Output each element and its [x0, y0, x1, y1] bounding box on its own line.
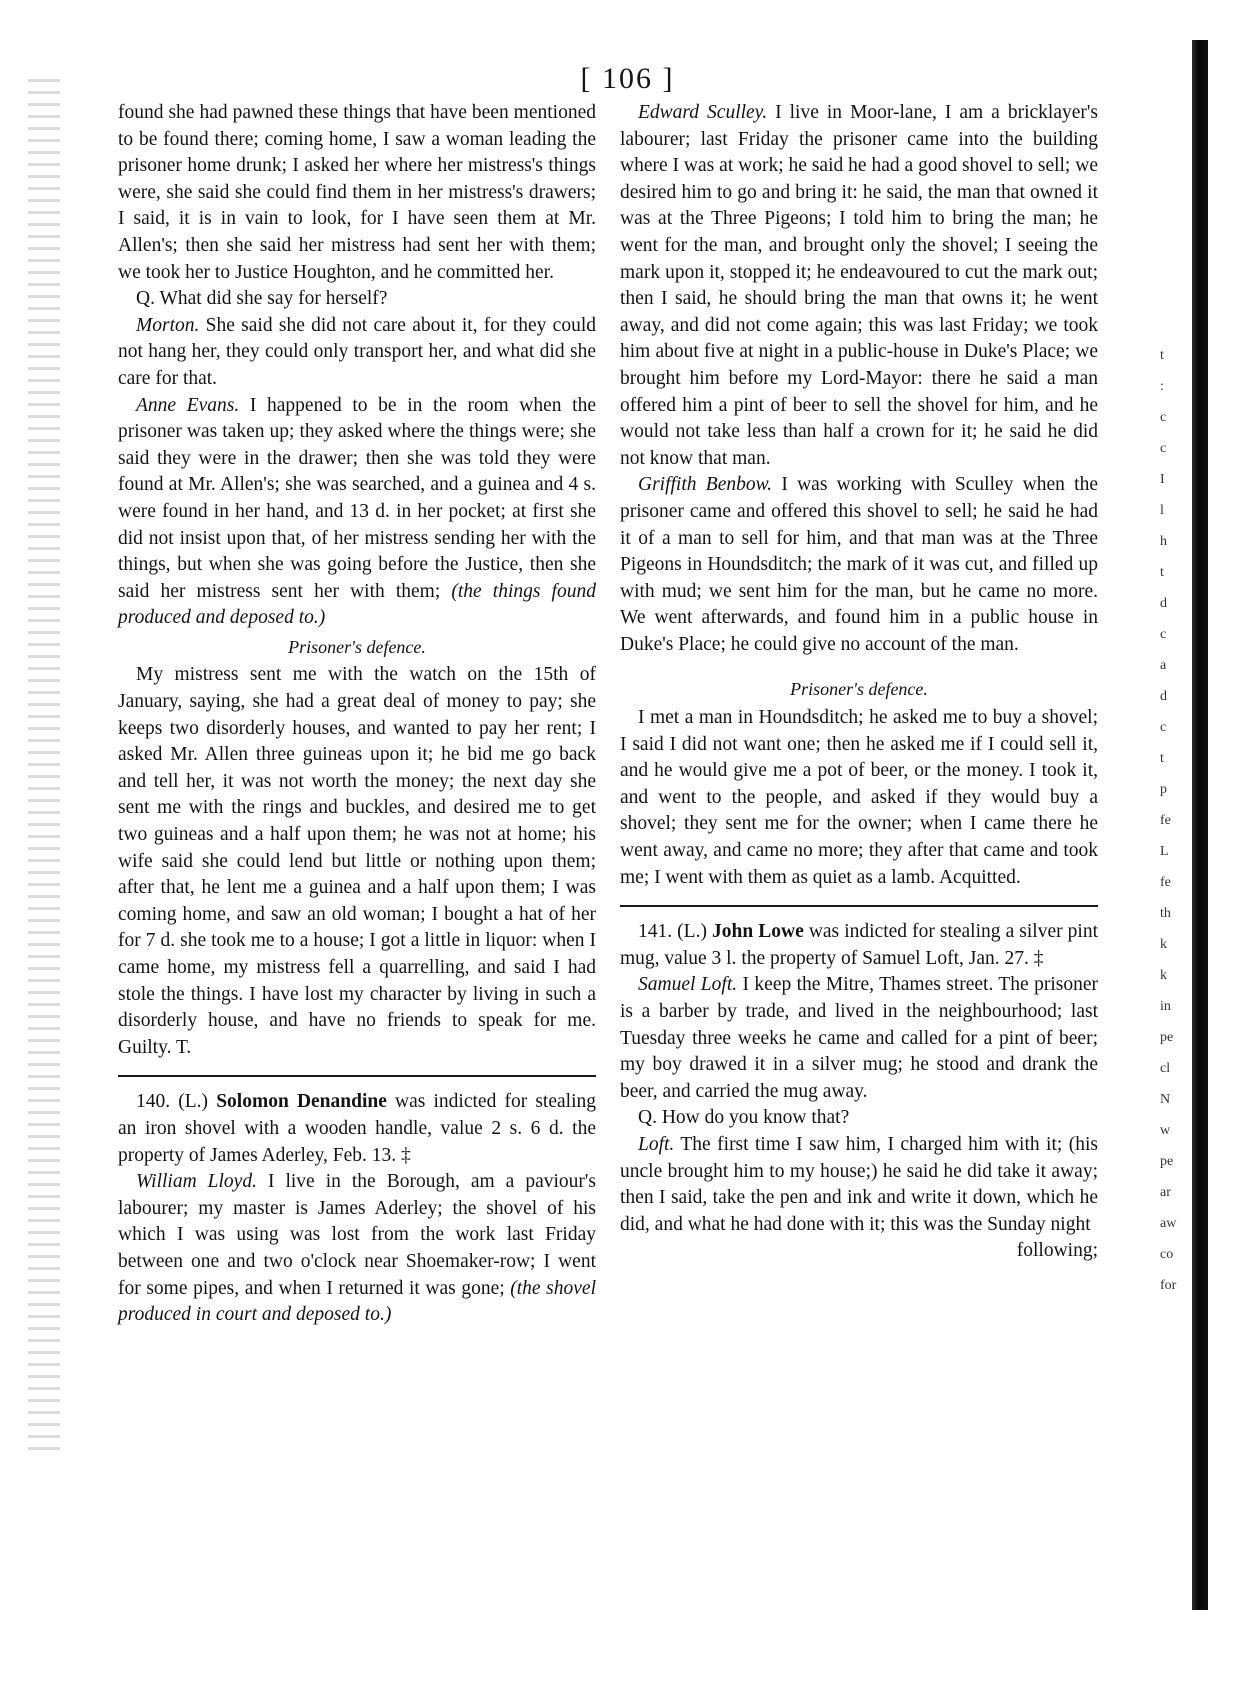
- neighbor-fragment: h: [1160, 534, 1167, 549]
- neighbor-fragment: cl: [1160, 1061, 1171, 1076]
- neighbor-fragment: d: [1160, 689, 1167, 704]
- neighbor-fragment: c: [1160, 627, 1167, 642]
- testimony: [620, 100, 1098, 472]
- testimony: [118, 1169, 596, 1329]
- speaker: William Lloyd.: [136, 1171, 257, 1193]
- speaker: Samuel Loft.: [638, 974, 738, 996]
- testimony: [620, 472, 1098, 658]
- testimony: [620, 972, 1098, 1105]
- neighbor-fragment: fe: [1160, 813, 1171, 828]
- testimony: [620, 1132, 1098, 1238]
- speaker: Morton.: [136, 314, 200, 336]
- neighbor-fragment: d: [1160, 596, 1167, 611]
- speaker: Loft.: [638, 1133, 675, 1155]
- section-heading: Prisoner's defence.: [288, 636, 426, 657]
- testimony-text: She said she did not care about it, for they could not hang her, they could only transport her, and what did she care for that.: [118, 314, 596, 389]
- page-number: [ 106 ]: [580, 62, 675, 95]
- neighbor-fragment: c: [1160, 410, 1167, 425]
- neighbor-fragment: aw: [1160, 1216, 1177, 1231]
- neighbor-fragment: I: [1160, 472, 1165, 487]
- neighbor-fragment: t: [1160, 348, 1164, 363]
- neighbor-fragment: :: [1160, 379, 1164, 394]
- defendant-name: John Lowe: [712, 921, 804, 943]
- neighbor-fragment: t: [1160, 565, 1164, 580]
- defence-text: My mistress sent me with the watch on the 15th of January, saying, she had a great deal of money to pay; she keeps two disorderly houses, and wanted to pay her rent; I asked Mr. Allen three guineas upon it; he bid me go back and tell her, it was not worth the money; the next day she sent me with the rings and buckles, and desired me to get two guineas and a half upon them; he was not at home; his wife said she could lend but little or nothing upon them; after that, he lent me a guinea and a half upon them; I was coming home, and saw an old woman; I bought a hat of her for 7 d. she took me to a house; I got a little in liquor: when I came home, my mistress fell a quarrelling, and said I had stole the things. I have lost my character by living in such a disorderly house, and have no friends to speak for me. Guilty. T.: [118, 664, 596, 1058]
- neighbor-fragment: p: [1160, 782, 1167, 797]
- court-note: (the shovel produced in court and deposed to.): [118, 1277, 596, 1326]
- left-column: [118, 100, 596, 1329]
- neighbor-fragment: N: [1160, 1092, 1171, 1107]
- neighbor-fragment: t: [1160, 751, 1164, 766]
- neighbor-fragment: ar: [1160, 1185, 1171, 1200]
- neighbor-fragment: c: [1160, 720, 1167, 735]
- neighbor-fragment: a: [1160, 658, 1167, 673]
- neighbor-fragment: for: [1160, 1278, 1177, 1293]
- neighbor-fragment: l: [1160, 503, 1164, 518]
- question: Q. What did she say for herself?: [136, 288, 388, 310]
- paragraph: found she had pawned these things that have been mentioned to be found there; coming home, I saw a woman leading the prisoner home drunk; I asked her where her mistress's things were, she said she could find them in her mistress's drawers; I said, it is in vain to look, for I have seen them at Mr. Allen's; then she said her mistress had sent her with them; we took her to Justice Houghton, and he committed her.: [118, 102, 596, 283]
- case-divider: [620, 905, 1098, 907]
- neighbor-fragment: c: [1160, 441, 1167, 456]
- neighbor-fragment: k: [1160, 968, 1167, 983]
- indictment-text: was indicted for stealing an iron shovel with a wooden handle, value 2 s. 6 d. the property of James Aderley, Feb. 13. ‡: [118, 1091, 596, 1166]
- neighbor-fragment: pe: [1160, 1030, 1174, 1045]
- spacer: [620, 658, 1098, 674]
- neighbor-fragment: L: [1160, 844, 1169, 859]
- section-heading: Prisoner's defence.: [790, 679, 928, 700]
- testimony-text: I was working with Sculley when the prisoner came and offered this shovel to sell; he said he had it of a man to sell for him, and that man was at the Three Pigeons in Houndsditch; the mark of it was cut, and filled up with mud; we sent him for the man, but he came no more. We went afterwards, and found him in a public house in Duke's Place; he could give no account of the man.: [620, 474, 1098, 655]
- testimony-text: I live in the Borough, am a paviour's labourer; my master is James Aderley; the shovel of his which I was using was lost from the work last Friday between one and two o'clock near Shoemaker-row; I went for some pipes, and when I returned it was gone;: [118, 1171, 596, 1299]
- court-note: (the things found produced and deposed to.): [118, 580, 596, 629]
- right-column: [620, 100, 1098, 1265]
- left-gutter-scan-marks: [28, 70, 60, 1450]
- testimony-text: The first time I saw him, I charged him with it; (his uncle brought him to my house;) he said he did take it away; then I said, take the pen and ink and write it down, which he did, and what he had done with it; this was the Sunday night: [620, 1133, 1098, 1235]
- testimony: [118, 313, 596, 393]
- neighbor-fragment: k: [1160, 937, 1167, 952]
- question: Q. How do you know that?: [638, 1107, 850, 1129]
- defendant-name: Solomon Denandine: [216, 1091, 387, 1113]
- testimony-text: I live in Moor-lane, I am a bricklayer's labourer; last Friday the prisoner came into the building where I was at work; he said he had a good shovel to sell; we desired him to go and bring it: he said, the man that owned it was at the Three Pigeons; I told him to bring the man; he went for the man, and brought only the shovel; I seeing the mark upon it, stopped it; he endeavoured to cut the mark out; then I said, he should bring the man that owns it; he went away, and did not come again; this was last Friday; we took him about five at night in a public-house in Duke's Place; we brought him before my Lord-Mayor: there he said a man offered him a pint of beer to sell the shovel for him, and he would not take less than half a crown for it; he said he did not know that man.: [620, 102, 1098, 469]
- neighbor-fragment: co: [1160, 1247, 1174, 1262]
- page-binding-shadow: [1192, 40, 1208, 1610]
- neighbor-page-fragments: [1160, 340, 1190, 1301]
- speaker: Anne Evans.: [136, 394, 240, 416]
- neighbor-fragment: w: [1160, 1123, 1171, 1138]
- testimony-text: I happened to be in the room when the prisoner was taken up; they asked where the things were; she said they were in the drawer; then she was told they were found at Mr. Allen's; she was searched, and a guinea and 4 s. were found in her hand, and 13 d. in her pocket; at first she did not insist upon that, of her mistress sending her with the things, but when she was going before the Justice, then she said her mistress sent her with them;: [118, 394, 596, 602]
- defence-text: I met a man in Houndsditch; he asked me to buy a shovel; I said I did not want one; then he asked me if I could sell it, and he would give me a pot of beer, or the money. I took it, and went to the people, and asked if they would buy a shovel; they sent me for the owner; when I came there he went away, and came no more; they after that came and took me; I went with them as quiet as a lamb. Acquitted.: [620, 707, 1098, 888]
- neighbor-fragment: fe: [1160, 875, 1171, 890]
- indictment: [118, 1089, 596, 1169]
- catchword: following;: [1016, 1240, 1098, 1262]
- testimony-text: I keep the Mitre, Thames street. The prisoner is a barber by trade, and lived in the neighbourhood; last Tuesday three weeks he came and called for a pint of beer; my boy drawed it in a silver mug; he stood and drank the beer, and carried the mug away.: [620, 974, 1098, 1102]
- indictment-text: was indicted for stealing a silver pint mug, value 3 l. the property of Samuel Loft, Jan. 27. ‡: [620, 921, 1099, 969]
- case-number: 141. (L.): [638, 921, 713, 943]
- speaker: Edward Sculley.: [638, 102, 768, 123]
- case-number: 140. (L.): [136, 1091, 217, 1113]
- speaker: Griffith Benbow.: [638, 474, 773, 496]
- indictment: [620, 919, 1098, 972]
- neighbor-fragment: in: [1160, 999, 1171, 1014]
- neighbor-fragment: th: [1160, 906, 1171, 921]
- neighbor-fragment: pe: [1160, 1154, 1174, 1169]
- case-divider: [118, 1075, 596, 1077]
- testimony: [118, 393, 596, 632]
